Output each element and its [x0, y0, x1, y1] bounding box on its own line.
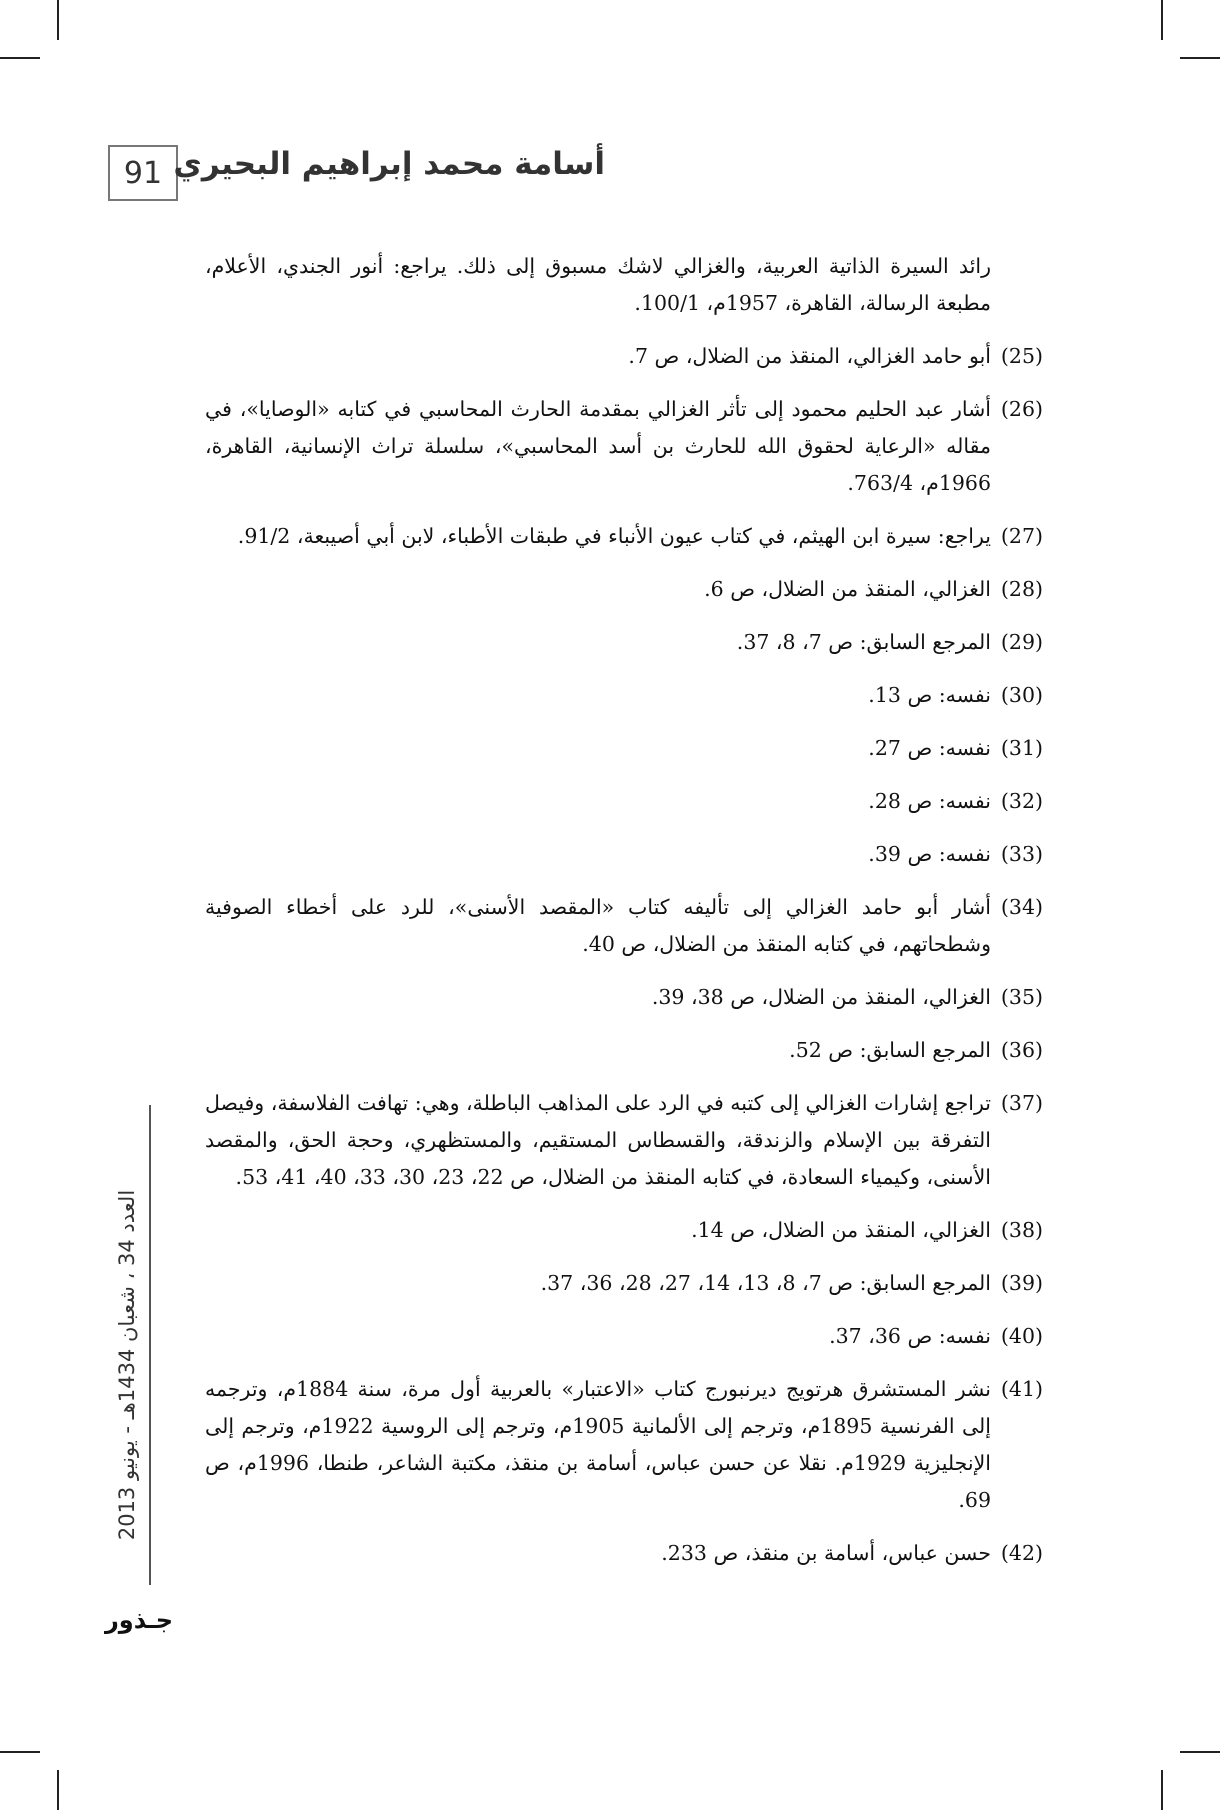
footnote-number: (37)	[1000, 1091, 1043, 1115]
footnote-number: (38)	[1000, 1218, 1043, 1242]
crop-mark	[0, 1751, 40, 1753]
footnote-text: نفسه: ص 36، 37.	[829, 1324, 991, 1348]
side-divider	[149, 1105, 151, 1585]
crop-mark	[1180, 57, 1220, 59]
footnote	[205, 1212, 1043, 1249]
footnote	[205, 391, 1043, 502]
footnote-text: المرجع السابق: ص 7، 8، 37.	[736, 630, 991, 654]
footnote	[205, 1032, 1043, 1069]
footnote-text: نفسه: ص 27.	[868, 736, 991, 760]
crop-mark	[1180, 1751, 1220, 1753]
crop-mark	[1161, 1770, 1163, 1810]
crop-mark	[0, 57, 40, 59]
footnote-number: (41)	[1000, 1377, 1043, 1401]
footnote-number: (42)	[1000, 1541, 1043, 1565]
footnote-text: المرجع السابق: ص 7، 8، 13، 14، 27، 28، 36، 37.	[540, 1271, 991, 1295]
footnote-text: نفسه: ص 13.	[868, 683, 991, 707]
running-header-author: أسامة محمد إبراهيم البحيري	[173, 146, 605, 182]
page-number: 91	[108, 145, 178, 201]
footnote-number: (31)	[1000, 736, 1043, 760]
footnote	[205, 1371, 1043, 1519]
footnote	[205, 518, 1043, 555]
crop-mark	[57, 1770, 59, 1810]
footnote-text: أبو حامد الغزالي، المنقذ من الضلال، ص 7.	[628, 344, 991, 368]
footnote	[205, 836, 1043, 873]
footnote-text: أشار عبد الحليم محمود إلى تأثر الغزالي بمقدمة الحارث المحاسبي في كتابه «الوصايا»، في مقاله «الرعاية لحقوق الله للحارث بن أسد المحاسبي»، سلسلة تراث الإنسانية، القاهرة، 1966م، 763/4.	[205, 397, 991, 495]
footnote-number: (35)	[1000, 985, 1043, 1009]
footnote-number: (27)	[1000, 524, 1043, 548]
footnote-number: (28)	[1000, 577, 1043, 601]
footnote	[205, 571, 1043, 608]
footnote-number: (40)	[1000, 1324, 1043, 1348]
footnote	[205, 338, 1043, 375]
footnote-text: يراجع: سيرة ابن الهيثم، في كتاب عيون الأنباء في طبقات الأطباء، لابن أبي أصيبعة، 91/2.	[237, 524, 991, 548]
footnote-continuation	[205, 248, 1043, 322]
footnote-text: الغزالي، المنقذ من الضلال، ص 6.	[704, 577, 991, 601]
crop-mark	[57, 0, 59, 40]
footnote-text: تراجع إشارات الغزالي إلى كتبه في الرد على المذاهب الباطلة، وهي: تهافت الفلاسفة، وفيصل التفرقة بين الإسلام والزندقة، والقسطاس المستقيم، والمستظهري، وحجة الحق، والمقصد الأسنى، وكيمياء السعادة، في كتابه المنقذ من الضلال، ص 22، 23، 30، 33، 40، 41، 53.	[205, 1091, 991, 1189]
footnote-text: الغزالي، المنقذ من الضلال، ص 14.	[691, 1218, 991, 1242]
footnote	[205, 730, 1043, 767]
footnote-number: (30)	[1000, 683, 1043, 707]
footnote	[205, 1085, 1043, 1196]
footnote-number: (32)	[1000, 789, 1043, 813]
footnote-text: نفسه: ص 39.	[868, 842, 991, 866]
crop-mark	[1161, 0, 1163, 40]
footnote-text: أشار أبو حامد الغزالي إلى تأليفه كتاب «المقصد الأسنى»، للرد على أخطاء الصوفية وشطحاتهم، في كتابه المنقذ من الضلال، ص 40.	[205, 895, 991, 956]
footnote-text: الغزالي، المنقذ من الضلال، ص 38، 39.	[651, 985, 991, 1009]
footnote-text: حسن عباس، أسامة بن منقذ، ص 233.	[661, 1541, 991, 1565]
footnote	[205, 677, 1043, 714]
footnote-number: (34)	[1000, 895, 1043, 919]
footnote	[205, 1535, 1043, 1572]
footnote-text: نشر المستشرق هرتويج ديرنبورج كتاب «الاعتبار» بالعربية أول مرة، سنة 1884م، وترجمه إلى الفرنسية 1895م، وترجم إلى الألمانية 1905م، وترجم إلى الروسية 1922م، وترجم إلى الإنجليزية 1929م. نقلا عن حسن عباس، أسامة بن منقذ، مكتبة الشاعر، طنطا، 1996م، ص 69.	[205, 1377, 992, 1512]
footnote	[205, 1265, 1043, 1302]
journal-logo: جـذور	[104, 1606, 174, 1634]
footnote-number: (33)	[1000, 842, 1043, 866]
footnote-text: المرجع السابق: ص 52.	[789, 1038, 991, 1062]
footnote	[205, 783, 1043, 820]
footnote	[205, 624, 1043, 661]
issue-info: العدد 34 ، شعبان 1434هـ - يونيو 2013	[115, 1189, 139, 1541]
footnote	[205, 1318, 1043, 1355]
footnote	[205, 979, 1043, 1016]
footnote	[205, 889, 1043, 963]
footnote-number: (25)	[1000, 344, 1043, 368]
footnote-number: (26)	[1000, 397, 1043, 421]
footnote-text: رائد السيرة الذاتية العربية، والغزالي لاشك مسبوق إلى ذلك. يراجع: أنور الجندي، الأعلام، مطبعة الرسالة، القاهرة، 1957م، 100/1.	[205, 254, 991, 315]
footnote-number: (29)	[1000, 630, 1043, 654]
footnote-number: (36)	[1000, 1038, 1043, 1062]
footnote-text: نفسه: ص 28.	[868, 789, 991, 813]
footnote-number: (39)	[1000, 1271, 1043, 1295]
footnotes-list	[205, 248, 1043, 1588]
